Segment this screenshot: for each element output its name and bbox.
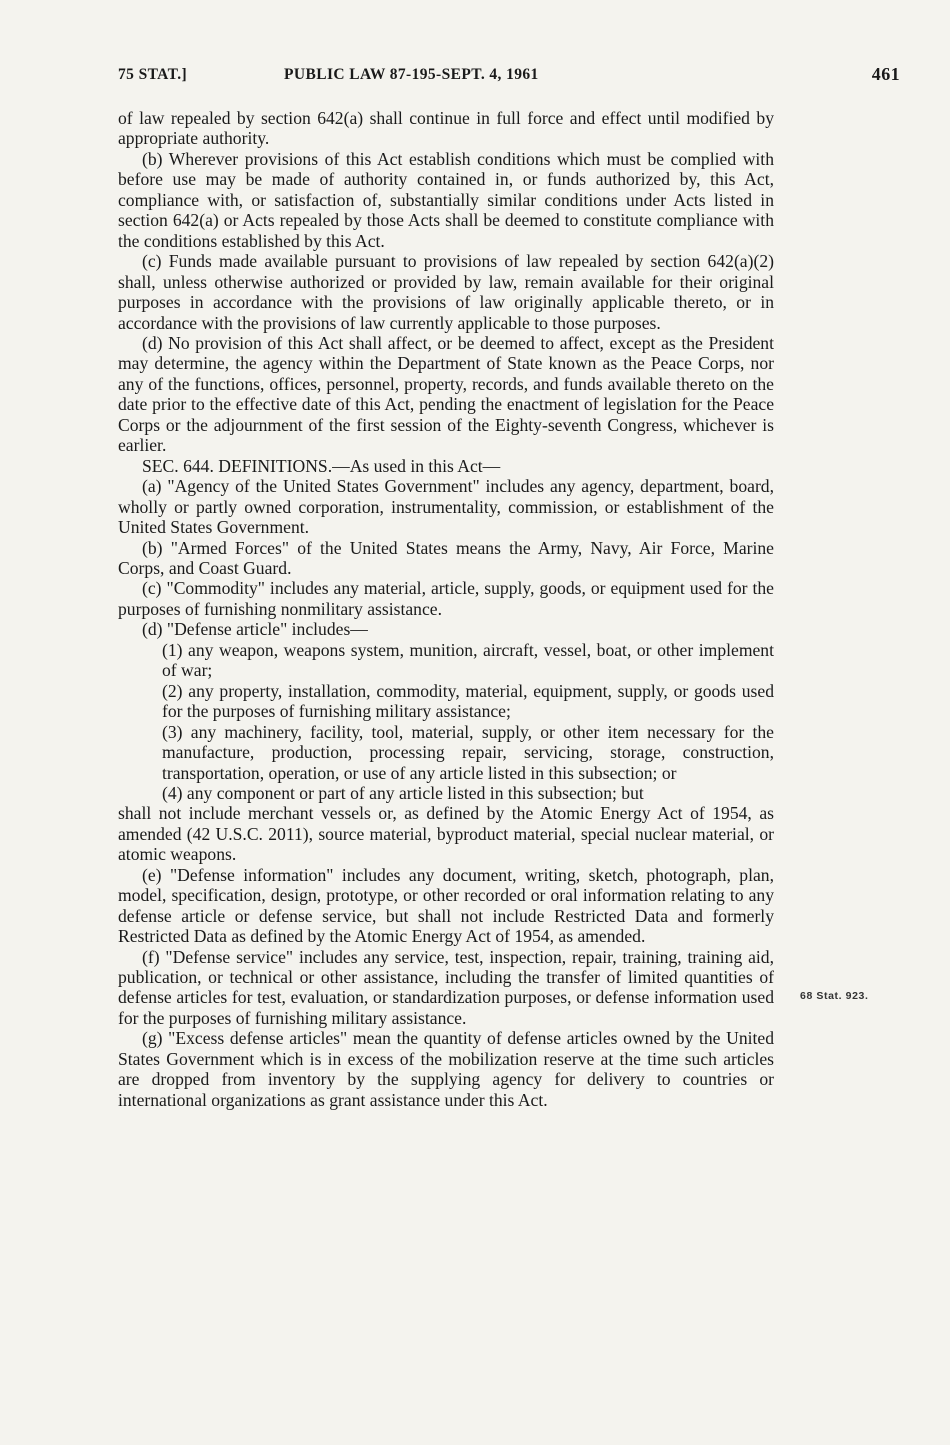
section-intro: —As used in this Act— [332,455,501,476]
definition-g: (g) "Excess defense articles" mean the quantity of defense articles owned by the United States Government which is in excess of the mobilization reserve at the time such articles are dropped from inventory by the supplying agency for delivery to countries or international organizations as grant assistance under this Act. [118,1028,774,1110]
header-title: PUBLIC LAW 87-195-SEPT. 4, 1961 [284,66,539,83]
definition-c: (c) "Commodity" includes any material, article, supply, goods, or equipment used for the purposes of furnishing nonmilitary assistance. [118,578,774,619]
definition-d: (d) "Defense article" includes— [142,619,368,640]
definition-d-item-4: (4) any component or part of any article listed in this subsection; but [162,782,644,803]
definition-d-item-2: (2) any property, installation, commodity, material, equipment, supply, or goods used for the purposes of furnishing military assistance; [162,680,774,722]
section-644-heading [118,456,774,476]
definition-a: (a) "Agency of the United States Government" includes any agency, department, board, wholly or partly owned corporation, instrumentality, commission, or establishment of the United States Government. [118,476,774,538]
definition-e: (e) "Defense information" includes any document, writing, sketch, photograph, plan, model, specification, design, prototype, or other recorded or oral information relating to any defense article or defense service, but shall not include Restricted Data and formerly Restricted Data as defined by the Atomic Energy Act of 1954, as amended. [118,864,774,947]
definition-f: (f) "Defense service" includes any service, test, inspection, repair, training, training aid, publication, or technical or other assistance, including the transfer of limited quantities of defense articles for test, evaluation, or standardization purposes, or defense information used for the purposes of furnishing military assistance. [118,946,774,1028]
definition-d-item-3: (3) any machinery, facility, tool, material, supply, or other item necessary for the manufacture, production, processing repair, servicing, storage, construction, transportation, operation, or use of any article listed in this subsection; or [162,721,774,783]
margin-citation: 68 Stat. 923. [800,990,869,1002]
header-statute-ref: 75 STAT.] [118,66,188,83]
section-label: SEC. 644. DEFINITIONS. [142,455,333,476]
running-header [118,64,900,88]
paragraph-b: (b) Wherever provisions of this Act establish conditions which must be complied with before use may be made of authority contained in, or funds authorized by, this Act, compliance with, or satisfaction of, substantially similar conditions under Acts listed in section 642(a) or Acts repealed by those Acts shall be deemed to constitute compliance with the conditions established by this Act. [118,148,774,251]
paragraph-continuation: of law repealed by section 642(a) shall continue in full force and effect until modified by appropriate authority. [118,108,774,149]
paragraph-d: (d) No provision of this Act shall affect, or be deemed to affect, except as the President may determine, the agency within the Department of State known as the Peace Corps, nor any of the functions, offices, personnel, property, records, and funds available thereto on the date prior to the effective date of this Act, pending the enactment of legislation for the Peace Corps or the adjournment of the first session of the Eighty-seventh Congress, whichever is earlier. [118,332,774,456]
body-text [118,108,774,1110]
page-number: 461 [871,64,900,84]
definition-d-item-1: (1) any weapon, weapons system, munition, aircraft, vessel, boat, or other implement of war; [162,639,774,681]
definition-d-exclusion: shall not include merchant vessels or, as defined by the Atomic Energy Act of 1954, as amended (42 U.S.C. 2011), source material, byproduct material, special nuclear material, or atomic weapons. [118,803,774,865]
paragraph-c: (c) Funds made available pursuant to provisions of law repealed by section 642(a)(2) shall, unless otherwise authorized or provided by law, remain available for their original purposes in accordance with the provisions of law originally applicable thereto, or in accordance with the provisions of law currently applicable to those purposes. [118,251,774,333]
definition-b: (b) "Armed Forces" of the United States means the Army, Navy, Air Force, Marine Corps, and Coast Guard. [118,537,774,578]
